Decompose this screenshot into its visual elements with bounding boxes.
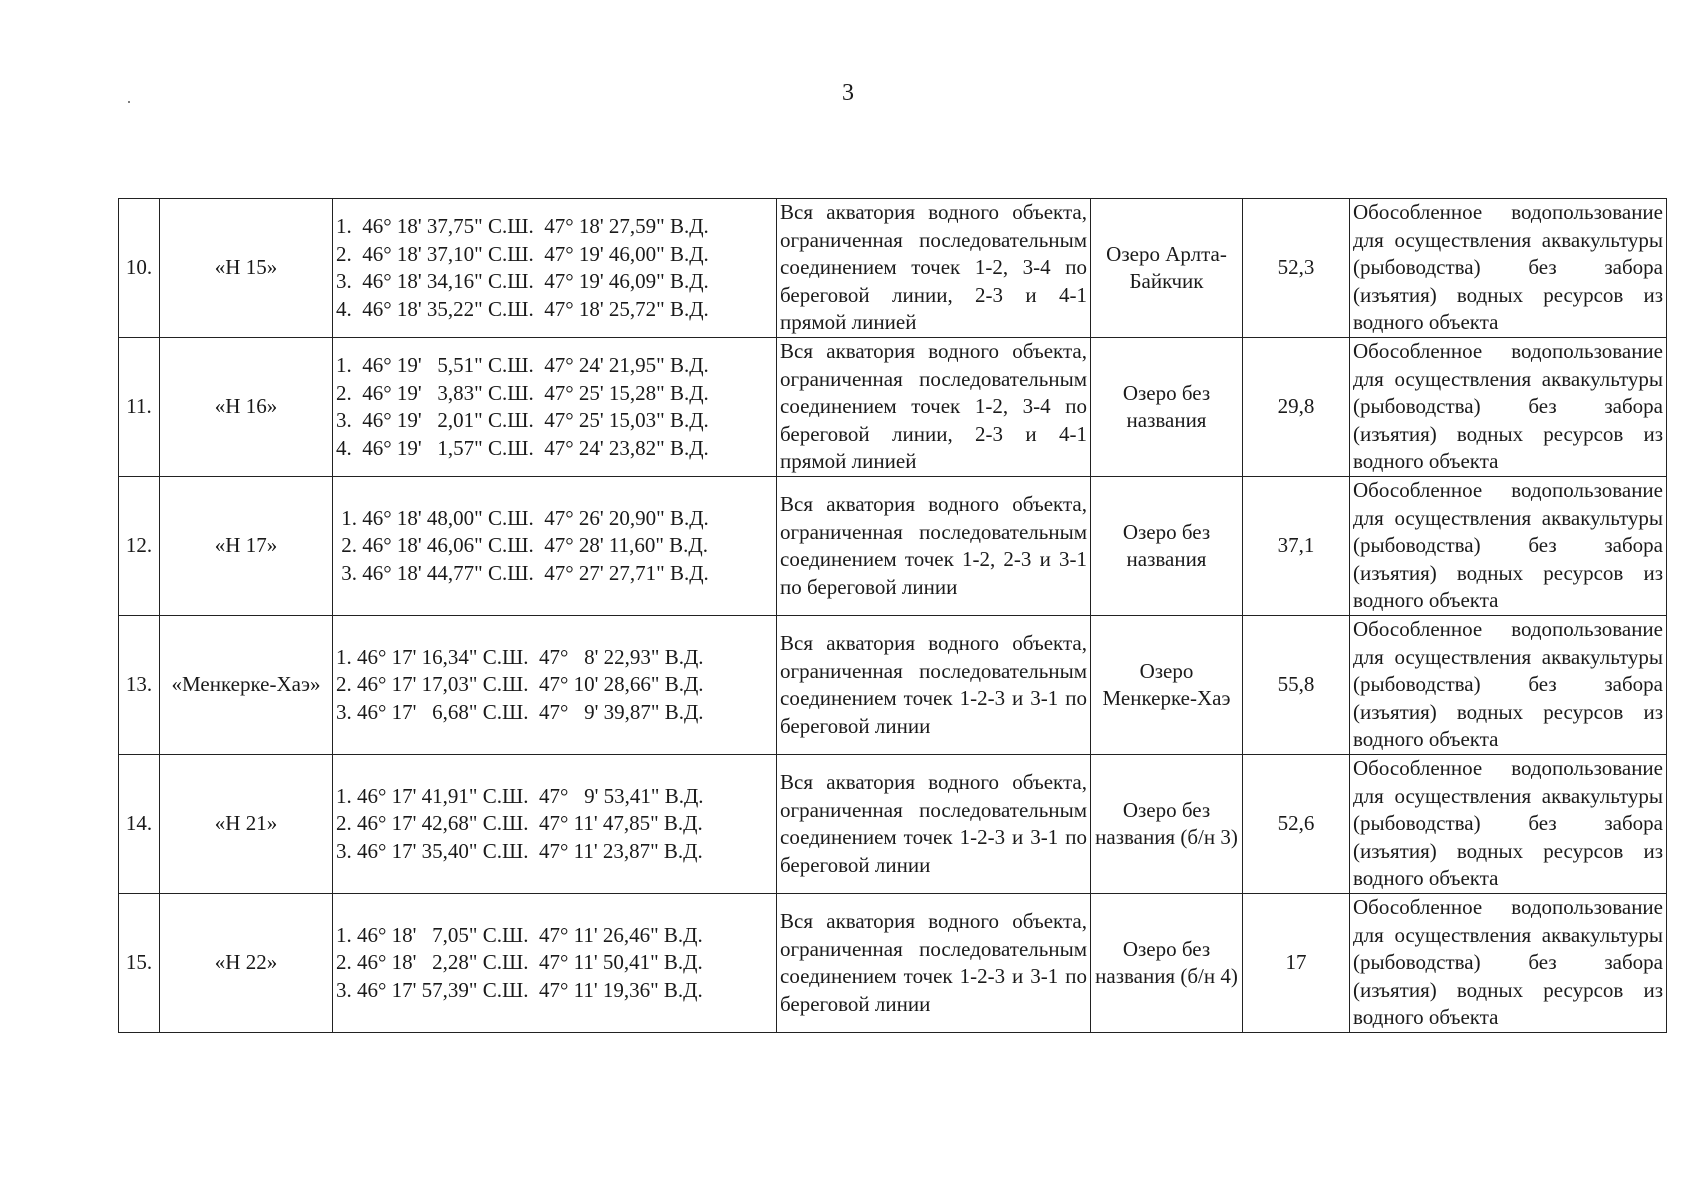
coordinates-cell: [333, 755, 777, 894]
coordinate-line: 2. 46° 18' 37,10" С.Ш. 47° 19' 46,00" В.Д.: [336, 241, 709, 266]
boundary-description: Вся акватория водного объекта, ограниченная последовательным соединением точек 1-2-3 и 3-1 по береговой линии: [777, 755, 1091, 894]
coordinate-line: 1. 46° 18' 37,75" С.Ш. 47° 18' 27,59" В.Д.: [336, 214, 709, 238]
usage-purpose: Обособленное водопользование для осуществления аквакультуры (рыбоводства) без забора (изъятия) водных ресурсов из водного объекта: [1350, 755, 1667, 894]
coordinate-line: 3. 46° 17' 35,40" С.Ш. 47° 11' 23,87" В.Д.: [336, 838, 703, 863]
boundary-description: Вся акватория водного объекта, ограниченная последовательным соединением точек 1-2-3 и 3-1 по береговой линии: [777, 616, 1091, 755]
water-object-name: Озеро без названия (б/н 4): [1091, 894, 1243, 1033]
table-row: [119, 477, 1667, 616]
area-value: 29,8: [1243, 338, 1350, 477]
boundary-description: Вся акватория водного объекта, ограниченная последовательным соединением точек 1-2, 3-4 по береговой линии, 2-3 и 4-1 прямой линией: [777, 199, 1091, 338]
coordinate-line: 4. 46° 18' 35,22" С.Ш. 47° 18' 25,72" В.Д.: [336, 296, 709, 321]
coordinate-line: 3. 46° 19' 2,01" С.Ш. 47° 25' 15,03" В.Д.: [336, 408, 709, 432]
coordinate-line: 1. 46° 17' 41,91" С.Ш. 47° 9' 53,41" В.Д.: [336, 783, 704, 808]
coordinate-line: 1. 46° 18' 7,05" С.Ш. 47° 11' 26,46" В.Д.: [336, 922, 703, 947]
coordinates-cell: [333, 616, 777, 755]
coordinate-line: 3. 46° 18' 34,16" С.Ш. 47° 19' 46,09" В.Д.: [336, 269, 709, 293]
site-name: «Менкерке-Хаэ»: [160, 616, 333, 755]
area-value: 55,8: [1243, 616, 1350, 755]
boundary-description: Вся акватория водного объекта, ограниченная последовательным соединением точек 1-2-3 и 3-1 по береговой линии: [777, 894, 1091, 1033]
boundary-description: Вся акватория водного объекта, ограниченная последовательным соединением точек 1-2, 2-3 и 3-1 по береговой линии: [777, 477, 1091, 616]
coordinate-line: 1. 46° 18' 48,00" С.Ш. 47° 26' 20,90" В.Д.: [336, 505, 709, 530]
coordinate-line: 1. 46° 19' 5,51" С.Ш. 47° 24' 21,95" В.Д.: [336, 353, 709, 377]
area-value: 52,6: [1243, 755, 1350, 894]
row-number: 10.: [119, 199, 160, 338]
row-number: 11.: [119, 338, 160, 477]
row-number: 12.: [119, 477, 160, 616]
coordinates-cell: [333, 477, 777, 616]
water-object-name: Озеро Менкерке-Хаэ: [1091, 616, 1243, 755]
water-object-name: Озеро Арлта-Байкчик: [1091, 199, 1243, 338]
table-row: [119, 894, 1667, 1033]
coordinate-line: 3. 46° 17' 6,68" С.Ш. 47° 9' 39,87" В.Д.: [336, 699, 704, 724]
row-number: 14.: [119, 755, 160, 894]
table-row: [119, 199, 1667, 338]
coordinate-line: 1. 46° 17' 16,34" С.Ш. 47° 8' 22,93" В.Д.: [336, 644, 704, 669]
coordinates-cell: [333, 338, 777, 477]
table-row: [119, 338, 1667, 477]
site-name: «Н 15»: [160, 199, 333, 338]
site-name: «Н 21»: [160, 755, 333, 894]
page-number: 3: [842, 80, 854, 106]
coordinate-line: 3. 46° 18' 44,77" С.Ш. 47° 27' 27,71" В.Д.: [336, 560, 709, 585]
coordinate-line: 4. 46° 19' 1,57" С.Ш. 47° 24' 23,82" В.Д.: [336, 435, 709, 460]
usage-purpose: Обособленное водопользование для осуществления аквакультуры (рыбоводства) без забора (изъятия) водных ресурсов из водного объекта: [1350, 338, 1667, 477]
coordinate-line: 2. 46° 18' 2,28" С.Ш. 47° 11' 50,41" В.Д.: [336, 950, 703, 975]
fishery-sites-table: [118, 198, 1667, 1033]
table-row: [119, 616, 1667, 755]
row-number: 15.: [119, 894, 160, 1033]
table-row: [119, 755, 1667, 894]
site-name: «Н 16»: [160, 338, 333, 477]
coordinate-line: 2. 46° 19' 3,83" С.Ш. 47° 25' 15,28" В.Д.: [336, 380, 709, 405]
coordinate-line: 2. 46° 17' 42,68" С.Ш. 47° 11' 47,85" В.Д.: [336, 811, 703, 836]
site-name: «Н 17»: [160, 477, 333, 616]
site-name: «Н 22»: [160, 894, 333, 1033]
water-object-name: Озеро без названия: [1091, 338, 1243, 477]
coordinates-cell: [333, 199, 777, 338]
coordinates-cell: [333, 894, 777, 1033]
usage-purpose: Обособленное водопользование для осуществления аквакультуры (рыбоводства) без забора (изъятия) водных ресурсов из водного объекта: [1350, 199, 1667, 338]
coordinate-line: 3. 46° 17' 57,39" С.Ш. 47° 11' 19,36" В.Д.: [336, 977, 703, 1002]
area-value: 37,1: [1243, 477, 1350, 616]
usage-purpose: Обособленное водопользование для осуществления аквакультуры (рыбоводства) без забора (изъятия) водных ресурсов из водного объекта: [1350, 616, 1667, 755]
coordinate-line: 2. 46° 17' 17,03" С.Ш. 47° 10' 28,66" В.Д.: [336, 672, 704, 697]
boundary-description: Вся акватория водного объекта, ограниченная последовательным соединением точек 1-2, 3-4 по береговой линии, 2-3 и 4-1 прямой линией: [777, 338, 1091, 477]
area-value: 52,3: [1243, 199, 1350, 338]
usage-purpose: Обособленное водопользование для осуществления аквакультуры (рыбоводства) без забора (изъятия) водных ресурсов из водного объекта: [1350, 894, 1667, 1033]
water-object-name: Озеро без названия: [1091, 477, 1243, 616]
row-number: 13.: [119, 616, 160, 755]
coordinate-line: 2. 46° 18' 46,06" С.Ш. 47° 28' 11,60" В.Д.: [336, 533, 709, 558]
scan-speck: [128, 101, 130, 103]
water-object-name: Озеро без названия (б/н 3): [1091, 755, 1243, 894]
usage-purpose: Обособленное водопользование для осуществления аквакультуры (рыбоводства) без забора (изъятия) водных ресурсов из водного объекта: [1350, 477, 1667, 616]
area-value: 17: [1243, 894, 1350, 1033]
